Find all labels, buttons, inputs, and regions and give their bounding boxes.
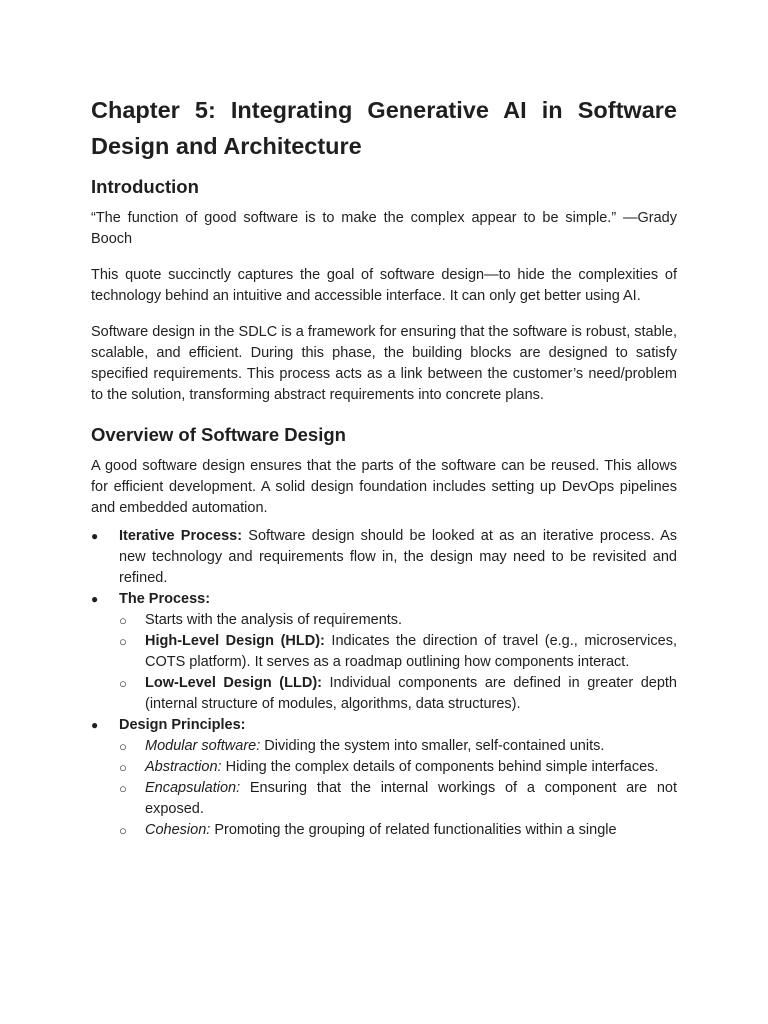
- bullet-icon: ●: [91, 592, 99, 606]
- sub-item-text: Individual components are defined in greater depth (internal structure of modules, algorithms, data structures).: [145, 675, 677, 712]
- sub-bullet-icon: ○: [119, 781, 127, 796]
- sub-bullet-icon: ○: [119, 676, 127, 691]
- quote-paragraph: “The function of good software is to make the complex appear to be simple.” —Grady Booch: [91, 210, 677, 247]
- bullet-icon: ●: [91, 529, 99, 543]
- sub-item-cohesion: [119, 820, 677, 841]
- sub-item-text: Promoting the grouping of related functionalities within a single: [210, 822, 617, 838]
- sub-item-text: Starts with the analysis of requirements.: [145, 612, 403, 628]
- paragraph-software-design-sdlc: Software design in the SDLC is a framework for ensuring that the software is robust, stable, scalable, and efficient. During this phase, the building blocks are designed to satisfy specified requirements. This process acts as a link between the customer’s need/problem to the solution, transforming abstract requirements into concrete plans.: [91, 324, 677, 403]
- sub-item-text: Indicates the direction of travel (e.g., microservices, COTS platform). It serves as a roadmap outlining how components interact.: [145, 633, 677, 670]
- sub-bullet-icon: ○: [119, 760, 127, 775]
- process-sub-list: [119, 610, 677, 715]
- sub-item-label: Cohesion:: [145, 822, 211, 838]
- design-bullet-list: [91, 526, 677, 841]
- list-item-label: Iterative Process:: [119, 528, 243, 544]
- sub-item-text: Hiding the complex details of components behind simple interfaces.: [221, 759, 659, 775]
- sub-item-label: Low-Level Design (LLD):: [145, 675, 322, 691]
- sub-item-encapsulation: [119, 778, 677, 820]
- list-item-design-principles: [91, 715, 677, 841]
- sub-item-abstraction: [119, 757, 677, 778]
- paragraph-overview: A good software design ensures that the parts of the software can be reused. This allows for efficient development. A solid design foundation includes setting up DevOps pipelines and embedded automation.: [91, 458, 677, 516]
- sub-item-analysis: [119, 610, 677, 631]
- section-heading-overview: Overview of Software Design: [91, 424, 346, 445]
- sub-item-lld: [119, 673, 677, 715]
- sub-bullet-icon: ○: [119, 613, 127, 628]
- sub-bullet-icon: ○: [119, 634, 127, 649]
- sub-item-label: Modular software:: [145, 738, 261, 754]
- sub-bullet-icon: ○: [119, 739, 127, 754]
- bullet-icon: ●: [91, 718, 99, 732]
- sub-bullet-icon: ○: [119, 823, 127, 838]
- list-item-text: Software design should be looked at as an iterative process. As new technology and requirements flow in, the design may need to be revisited and refined.: [119, 528, 678, 586]
- sub-item-label: High-Level Design (HLD):: [145, 633, 325, 649]
- sub-item-hld: [119, 631, 677, 673]
- list-item-label: The Process:: [119, 591, 211, 607]
- chapter-title: Chapter 5: Integrating Generative AI in Software Design and Architecture: [91, 97, 677, 159]
- paragraph-quote-explanation: This quote succinctly captures the goal of software design—to hide the complexities of technology behind an intuitive and accessible interface. It can only get better using AI.: [91, 267, 677, 304]
- sub-item-text: Ensuring that the internal workings of a component are not exposed.: [145, 780, 677, 817]
- section-heading-introduction: Introduction: [91, 176, 199, 197]
- sub-item-text: Dividing the system into smaller, self-contained units.: [260, 738, 605, 754]
- list-item-iterative-process: [91, 526, 677, 589]
- list-item-label: Design Principles:: [119, 717, 246, 733]
- list-item-the-process: [91, 589, 677, 715]
- sub-item-modular: [119, 736, 677, 757]
- sub-item-label: Encapsulation:: [145, 780, 241, 796]
- sub-item-label: Abstraction:: [145, 759, 222, 775]
- principles-sub-list: [119, 736, 677, 841]
